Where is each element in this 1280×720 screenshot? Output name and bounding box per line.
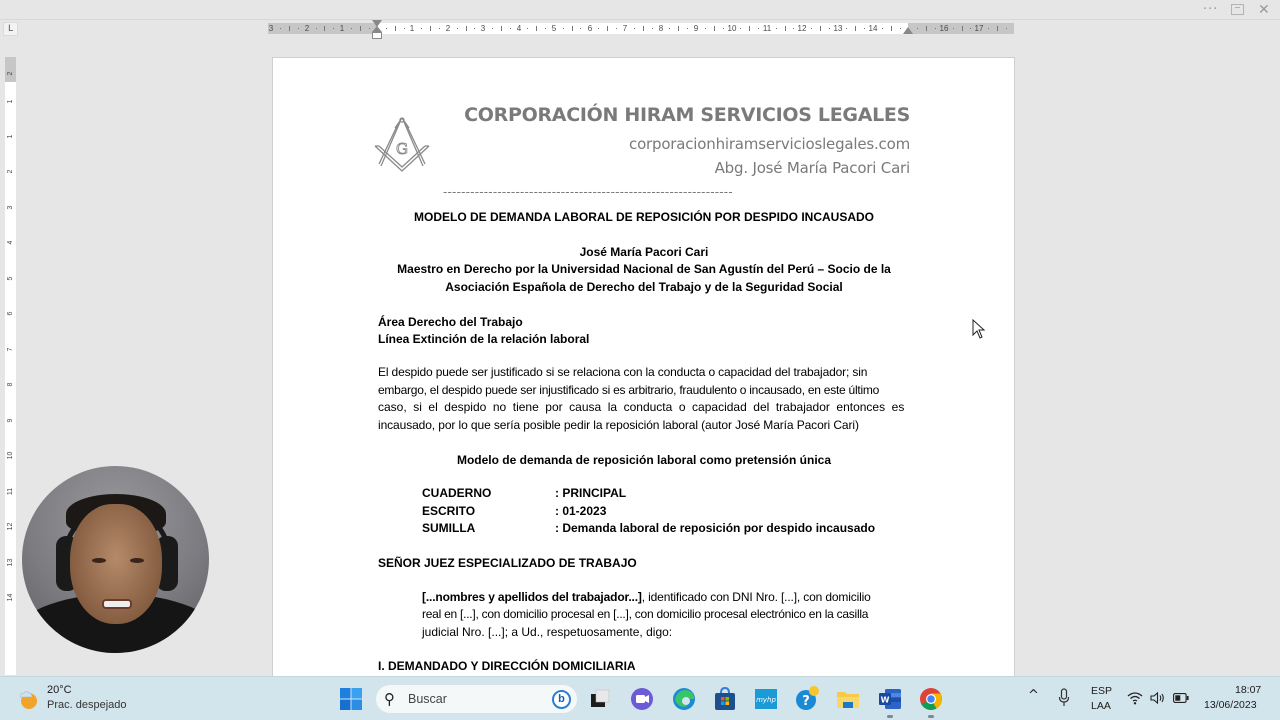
body-line3: judicial Nro. [...]; a Ud., respetuosamente, digo: xyxy=(422,625,673,639)
search-placeholder: Buscar xyxy=(408,692,447,706)
company-name: CORPORACIÓN HIRAM SERVICIOS LEGALES xyxy=(464,104,910,126)
square-and-compass-icon xyxy=(373,116,431,174)
taskbar-search-input[interactable] xyxy=(375,684,578,714)
weather-description[interactable]: Prac. despejado xyxy=(47,699,127,711)
document-page[interactable] xyxy=(272,57,1015,697)
lawyer-name: Abg. José María Pacori Cari xyxy=(714,159,910,177)
search-icon: ⚲ xyxy=(384,690,395,708)
ruler-ticks: 3 2 1 1 2 3 4 5 6 7 8 9 10 11 12 13 14 16 17 xyxy=(268,23,1014,34)
more-options-button[interactable]: ··· xyxy=(1203,2,1219,17)
addressee: SEÑOR JUEZ ESPECIALIZADO DE TRABAJO xyxy=(378,556,637,570)
word-running-indicator xyxy=(887,715,893,718)
body-line2: real en [...], con domicilio procesal en [...], con domicilio procesal electrónico en la casilla xyxy=(422,607,869,621)
svg-text:?: ? xyxy=(802,694,810,709)
task-view-icon[interactable] xyxy=(587,686,613,712)
author-credentials-line1: Maestro en Derecho por la Universidad Nacional de San Agustín del Perú – Socio de la xyxy=(397,262,891,276)
bing-chat-icon[interactable]: b xyxy=(552,690,571,709)
volume-icon[interactable] xyxy=(1150,691,1166,705)
webcam-overlay xyxy=(22,466,209,653)
mouse-pointer-icon xyxy=(972,319,986,339)
weather-temperature[interactable]: 20°C xyxy=(47,684,72,696)
meta-row-sumilla: SUMILLA : Demanda laboral de reposición por despido incausado xyxy=(422,521,876,535)
intro-line3: caso, si el despido no tiene por causa la conducta o capacidad del trabajador entonces es xyxy=(378,400,905,414)
area-label: Área Derecho del Trabajo xyxy=(378,315,523,329)
meta-row-escrito: ESCRITO : 01-2023 xyxy=(422,504,607,518)
body-line1: [...nombres y apellidos del trabajador...], identificado con DNI Nro. [...], con domicilio xyxy=(422,590,871,604)
battery-icon[interactable] xyxy=(1173,693,1189,703)
intro-line2: embargo, el despido puede ser injustificado si es arbitrario, fraudulento o incausado, en este último xyxy=(378,383,880,397)
svg-text:myhp: myhp xyxy=(756,696,776,704)
ribbon-display-options-button[interactable] xyxy=(1231,4,1244,15)
wifi-icon[interactable] xyxy=(1127,691,1143,705)
linea-label: Línea Extinción de la relación laboral xyxy=(378,332,590,346)
weather-partly-cloudy-icon[interactable] xyxy=(17,688,39,710)
close-button[interactable]: ✕ xyxy=(1258,2,1270,18)
first-line-indent-marker[interactable] xyxy=(372,20,382,40)
header-separator: ---------------------------------------------------------------- xyxy=(443,184,733,199)
clock-date[interactable]: 13/06/2023 xyxy=(1204,699,1257,711)
model-subtitle: Modelo de demanda de reposición laboral como pretensión única xyxy=(456,453,832,467)
get-help-icon[interactable] xyxy=(794,686,820,712)
vertical-ruler[interactable]: 2 1 1 2 3 4 5 6 7 8 9 10 11 12 13 14 xyxy=(5,57,16,675)
author-name: José María Pacori Cari xyxy=(579,245,709,259)
microsoft-store-icon[interactable] xyxy=(712,686,738,712)
author-credentials-line2: Asociación Española de Derecho del Trabajo y de la Seguridad Social xyxy=(445,280,843,294)
company-website: corporacionhiramservicioslegales.com xyxy=(629,135,910,153)
intro-line4: incausado, por lo que sería posible pedir la reposición laboral (autor José María Pacori Cari) xyxy=(378,418,859,432)
word-app-icon[interactable] xyxy=(877,686,903,712)
language-indicator-top[interactable]: ESP xyxy=(1091,685,1113,697)
title-bar xyxy=(0,0,1280,20)
microphone-icon[interactable] xyxy=(1058,688,1070,708)
meta-row-cuaderno: CUADERNO : PRINCIPAL xyxy=(422,486,627,500)
svg-text:G: G xyxy=(396,140,408,158)
intro-line1: El despido puede ser justificado si se relaciona con la conducta o capacidad del trabajador; sin xyxy=(378,365,868,379)
show-hidden-icons-chevron[interactable]: ^ xyxy=(1028,688,1039,703)
windows-start-icon[interactable] xyxy=(338,686,364,712)
document-title: MODELO DE DEMANDA LABORAL DE REPOSICIÓN POR DESPIDO INCAUSADO xyxy=(413,210,875,224)
taskbar xyxy=(0,676,1280,720)
myhp-icon[interactable] xyxy=(753,686,779,712)
file-explorer-icon[interactable] xyxy=(835,686,861,712)
right-indent-marker[interactable] xyxy=(903,27,913,34)
chrome-running-indicator xyxy=(928,715,934,718)
section-heading-1: I. DEMANDADO Y DIRECCIÓN DOMICILIARIA xyxy=(378,659,636,673)
tab-stop-selector[interactable]: L xyxy=(3,22,18,36)
chrome-browser-icon[interactable] xyxy=(918,686,944,712)
left-indent-marker[interactable] xyxy=(372,32,382,39)
svg-text:W: W xyxy=(880,695,890,705)
clock-time[interactable]: 18:07 xyxy=(1235,684,1262,696)
edge-browser-icon[interactable] xyxy=(671,686,697,712)
teams-meet-icon[interactable] xyxy=(629,686,655,712)
language-indicator-bottom[interactable]: LAA xyxy=(1091,700,1111,712)
